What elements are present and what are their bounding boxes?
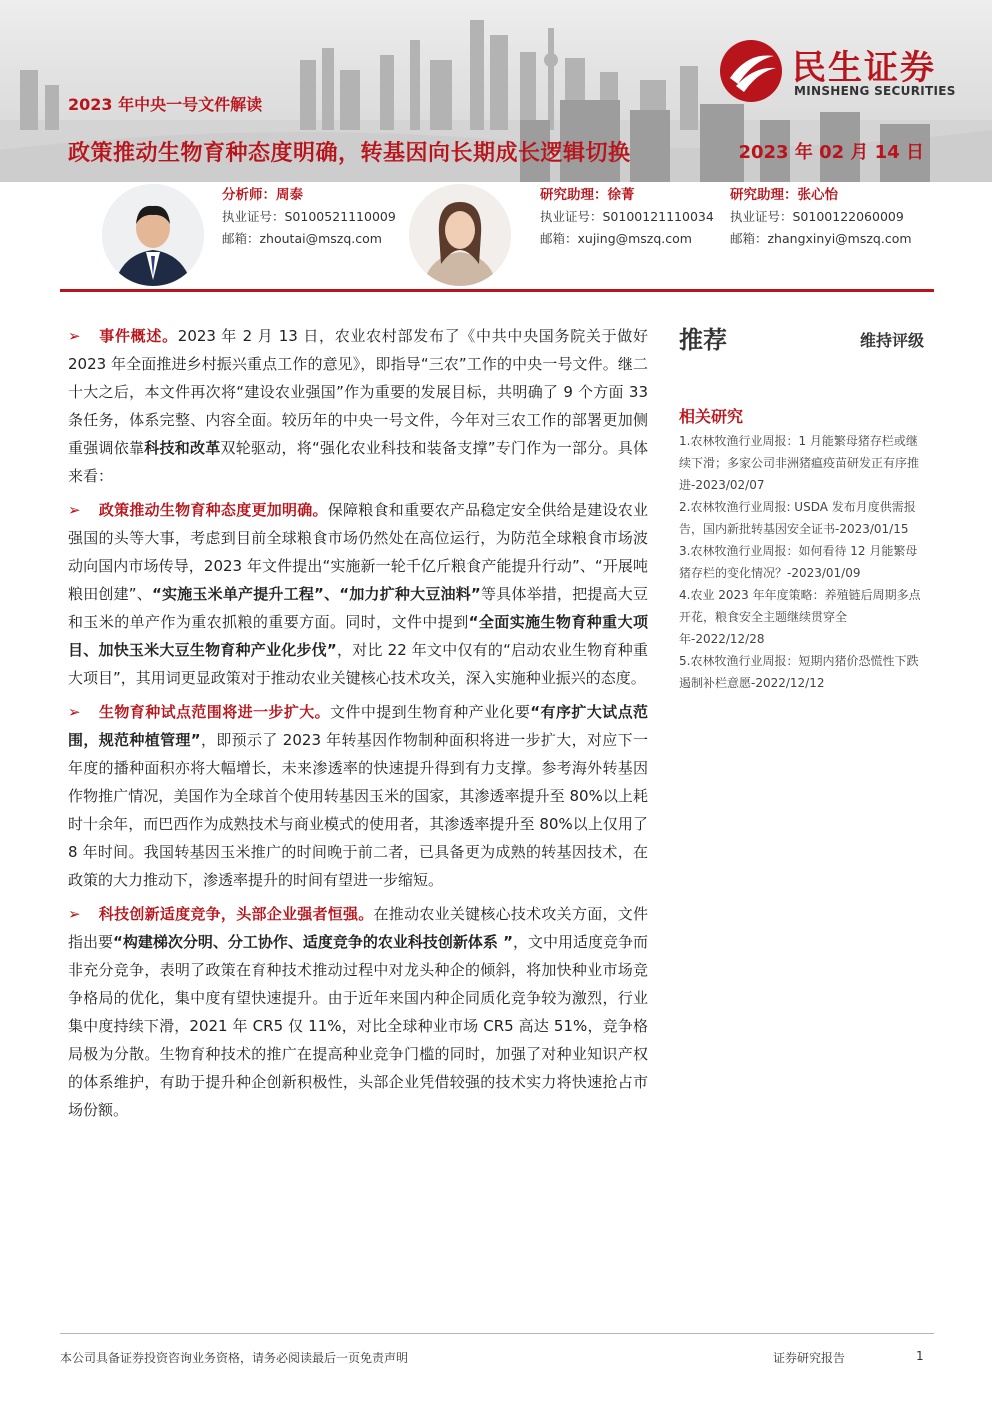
analyst-name: 分析师：周泰 xyxy=(222,187,303,203)
paragraph-heading: 事件概述。 xyxy=(98,327,178,345)
analyst-cert: 执业证号：S0100121110034 xyxy=(540,209,714,224)
related-item[interactable]: 5.农林牧渔行业周报：短期内猪价恐慌性下跌遏制补栏意愿-2022/12/12 xyxy=(679,654,919,690)
sidebar xyxy=(679,320,934,690)
analyst-info-zhoutai xyxy=(222,184,396,250)
brand-logo xyxy=(718,36,968,106)
analyst-name: 研究助理：张心怡 xyxy=(730,187,838,203)
analyst-photo-zhoutai xyxy=(102,184,204,286)
footer-disclaimer: 本公司具备证券投资咨询业务资格，请务必阅读最后一页免责声明 xyxy=(60,1351,409,1365)
analyst-email[interactable]: 邮箱：zhoutai@mszq.com xyxy=(222,231,382,246)
analyst-photo-xujing xyxy=(409,184,511,286)
paragraph-competition: ➢ 科技创新适度竞争，头部企业强者恒强。在推动农业关键核心技术攻关方面，文件指出要“构建梯次分明、分工协作、适度竞争的农业科技创新体系 ”，文中用适度竞争而非充分竞争，表明了政策在育种技术推动过程中对龙头种企的倾斜，将加快种业市场竞争格局的优化，集中度有望快速提升。由于近年来国内种企同质化竞争较为激烈，行业集中度持续下滑，2021 年 CR5 仅 11%，对比全球种业市场 CR5 高达 51%，竞争格局极为分散。生物育种技术的推广在提高种业竞争门槛的同时，加强了对种业知识产权的体系维护，有助于提升种企创新积极性，头部企业凭借较强的技术实力将快速抢占市场份额。 xyxy=(68,905,648,1119)
analyst-cert: 执业证号：S0100122060009 xyxy=(730,209,904,224)
related-item[interactable]: 1.农林牧渔行业周报：1 月能繁母猪存栏或继续下滑；多家公司非洲猪瘟疫苗研发正有序推进-2023/02/07 xyxy=(679,434,920,492)
analyst-info-zhangxinyi xyxy=(730,184,912,250)
related-item[interactable]: 2.农林牧渔行业周报: USDA 发布月度供需报告，国内新批转基因安全证书-2023/01/15 xyxy=(679,500,916,536)
report-series: 2023 年中央一号文件解读 xyxy=(68,95,263,114)
footer-divider xyxy=(60,1333,934,1334)
bullet-arrow-icon: ➢ xyxy=(68,327,81,345)
analyst-photo-icon xyxy=(102,184,204,286)
paragraph-heading: 科技创新适度竞争，头部企业强者恒强。 xyxy=(98,905,374,923)
analyst-cert: 执业证号：S0100521110009 xyxy=(222,209,396,224)
related-research-list xyxy=(679,430,929,694)
bullet-arrow-icon: ➢ xyxy=(68,905,81,923)
paragraph-policy-stance: ➢ 政策推动生物育种态度更加明确。保障粮食和重要农产品稳定安全供给是建设农业强国的头等大事，考虑到目前全球粮食市场仍然处在高位运行，为防范全球粮食市场波动向国内市场传导，2023 年文件提出“实施新一轮千亿斤粮食产能提升行动”、“开展吨粮田创建”、“实施玉米单产提升工程”、“加力扩种大豆油料”等具体举措，把提高大豆和玉米的单产作为重农抓粮的重要方面。同时，文件中提到“全面实施生物育种重大项目、加快玉米大豆生物育种产业化步伐”，对比 22 年文中仅有的“启动农业生物育种重大项目”，其用词更显政策对于推动农业关键核心技术攻关，深入实施种业振兴的态度。 xyxy=(68,501,648,687)
related-research-title: 相关研究 xyxy=(679,407,744,426)
report-title: 政策推动生物育种态度明确，转基因向长期成长逻辑切换 xyxy=(68,141,631,166)
paragraph-event-overview: ➢ 事件概述。2023 年 2 月 13 日，农业农村部发布了《中共中央国务院关于做好 2023 年全面推进乡村振兴重点工作的意见》，即指导“三农”工作的中央一号文件。继二十大之后，本文件再次将“建设农业强国”作为重要的发展目标，共明确了 9 个方面 33 条任务，体系完整、内容全面。较历年的中央一号文件，今年对三农工作的部署更加侧重强调依靠科技和改革双轮驱动，将“强化农业科技和装备支撑”专门作为一部分。具体来看： xyxy=(68,327,648,485)
bullet-arrow-icon: ➢ xyxy=(68,501,81,519)
brand-name-cn: 民生证券 xyxy=(792,48,936,88)
page-number: 1 xyxy=(916,1349,924,1363)
bullet-arrow-icon: ➢ xyxy=(68,703,81,721)
related-item[interactable]: 4.农业 2023 年年度策略：养殖链后周期多点开花，粮食安全主题继续贯穿全年-2022/12/28 xyxy=(679,588,921,646)
header-divider xyxy=(60,289,934,292)
brand-name-en: MINSHENG SECURITIES xyxy=(794,84,956,98)
paragraph-heading: 政策推动生物育种态度更加明确。 xyxy=(98,501,328,519)
related-item[interactable]: 3.农林牧渔行业周报：如何看待 12 月能繁母猪存栏的变化情况？-2023/01/09 xyxy=(679,544,918,580)
paragraph-heading: 生物育种试点范围将进一步扩大。 xyxy=(98,703,331,721)
analyst-email[interactable]: 邮箱：xujing@mszq.com xyxy=(540,231,692,246)
analyst-email[interactable]: 邮箱：zhangxinyi@mszq.com xyxy=(730,231,912,246)
recommendation-label: 推荐 xyxy=(679,326,727,354)
main-content xyxy=(68,322,648,1130)
analyst-info-xujing xyxy=(540,184,714,250)
analyst-photo-icon xyxy=(409,184,511,286)
minsheng-logo-icon xyxy=(718,38,784,104)
rating-label: 维持评级 xyxy=(859,331,924,350)
report-date: 2023 年 02 月 14 日 xyxy=(738,142,924,163)
paragraph-pilot-expansion: ➢ 生物育种试点范围将进一步扩大。文件中提到生物育种产业化要“有序扩大试点范围，规范种植管理”，即预示了 2023 年转基因作物制种面积将进一步扩大，对应下一年度的播种面积亦将大幅增长，未来渗透率的快速提升得到有力支撑。参考海外转基因作物推广情况，美国作为全球首个使用转基因玉米的国家，其渗透率提升至 80%以上耗时十余年，而巴西作为成熟技术与商业模式的使用者，其渗透率提升至 80%以上仅用了 8 年时间。我国转基因玉米推广的时间晚于前二者，已具备更为成熟的转基因技术，在政策的大力推动下，渗透率提升的时间有望进一步缩短。 xyxy=(68,703,648,889)
analyst-name: 研究助理：徐菁 xyxy=(540,187,635,203)
footer-report-type: 证券研究报告 xyxy=(773,1351,846,1365)
header-banner xyxy=(0,0,992,182)
